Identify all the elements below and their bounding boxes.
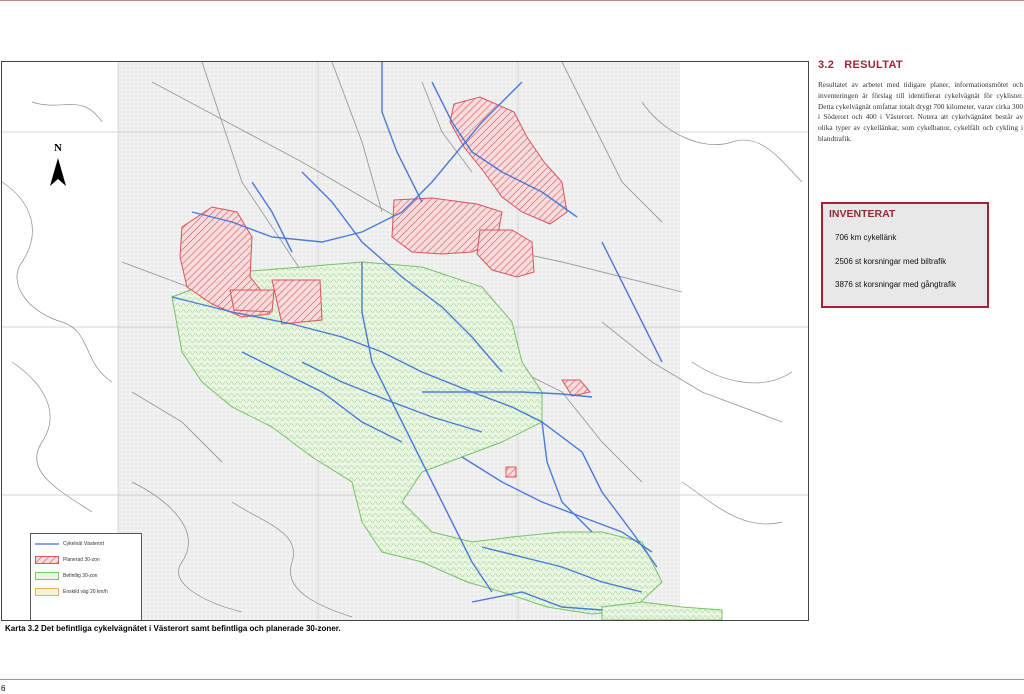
legend-row-private-road (35, 586, 139, 598)
planned-zone-small (506, 467, 516, 477)
north-arrow-icon (46, 142, 70, 190)
legend-row-planned-zone (35, 554, 139, 566)
section-body: Resultatet av arbetet med tidigare planer, informationsmötet och inventeringen är förslag till identifierat cykelvägnät för cyklister. Detta cykelvägnät omfattar totalt drygt 700 kilometer, varav cirka 300 i Söderort och 400 i Västerort. Notera att cykelvägnätet består av olika typer av cykellänkar, som cykelbanor, cykelfält och cykling i blandtrafik. (818, 80, 1023, 143)
legend-label: Befintlig 30-zon (63, 573, 98, 579)
legend-row-existing-zone (35, 570, 139, 582)
section-number: 3.2 (818, 59, 835, 71)
inventory-item: 2506 st korsningar med biltrafik (835, 257, 947, 266)
legend-line-swatch (35, 540, 59, 548)
inventory-box (821, 202, 989, 308)
legend-label: Planerad 30-zon (63, 557, 100, 563)
top-rule (0, 0, 1024, 1)
legend-hatch-swatch (35, 556, 59, 564)
inventory-item: 706 km cykellänk (835, 233, 897, 242)
inventory-item: 3876 st korsningar med gångtrafik (835, 280, 956, 289)
section-title: RESULTAT (844, 59, 903, 71)
north-label: N (54, 142, 62, 154)
section-heading (818, 59, 903, 71)
legend-label: Enskild väg 20 km/h (63, 589, 108, 595)
bottom-rule (0, 679, 1024, 680)
legend-row-bike-network (35, 538, 139, 550)
legend-fill-swatch (35, 588, 59, 596)
map-caption: Karta 3.2 Det befintliga cykelvägnätet i Västerort samt befintliga och planerade 30-zoner. (5, 624, 341, 633)
page-number: 6 (1, 684, 6, 693)
planned-zone-west-2 (230, 290, 274, 312)
legend-fill-swatch (35, 572, 59, 580)
map-legend (30, 533, 142, 621)
inventory-title: INVENTERAT (829, 208, 896, 220)
legend-label: Cykelnät Västerort (63, 541, 105, 547)
north-arrow (46, 142, 70, 190)
map-frame[interactable] (1, 61, 809, 621)
